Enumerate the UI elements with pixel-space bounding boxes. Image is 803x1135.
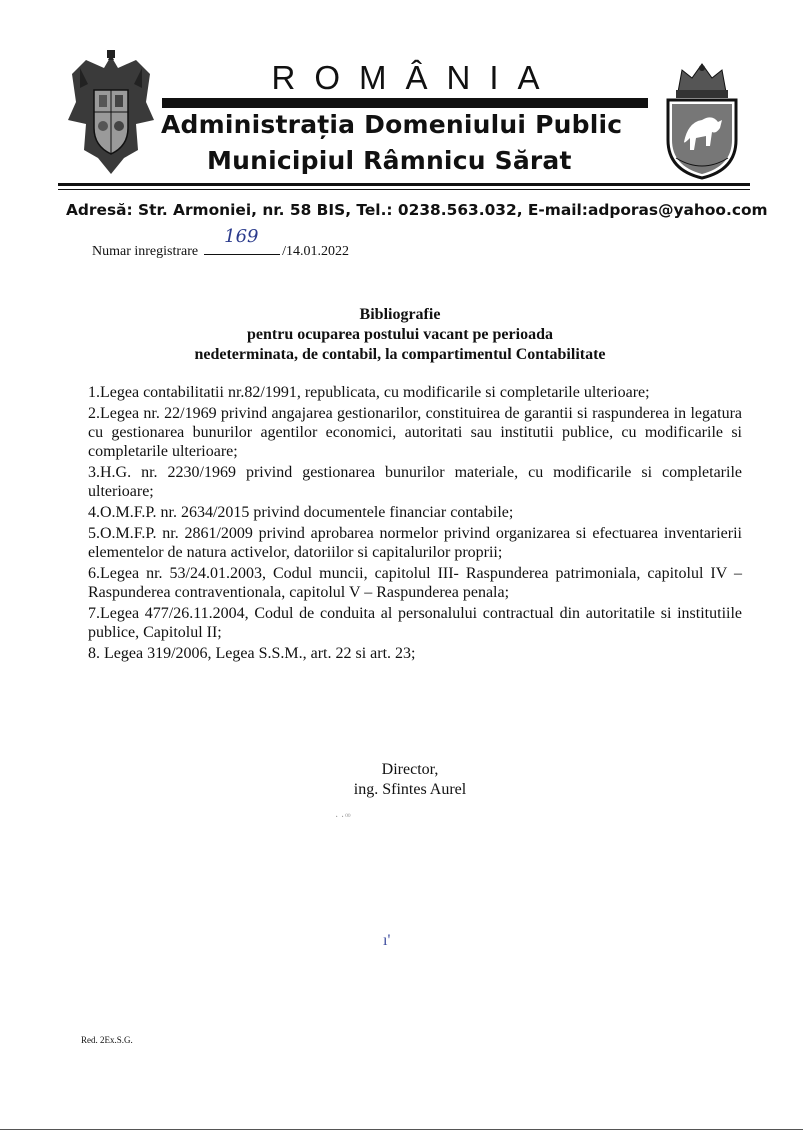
redactor-note: Red. 2Ex.S.G. <box>81 1035 133 1045</box>
list-item: 2.Legea nr. 22/1969 privind angajarea gestionarilor, constituirea de garantii si raspunderea in legatura cu gestionarea bunurilor agentilor economici, autoritati sau institutii publice, cu modificarile si completarile ulterioare; <box>88 405 742 460</box>
registration-line <box>92 226 350 260</box>
country-name: ROMÂNIA <box>271 59 559 96</box>
document-title <box>100 305 700 365</box>
municipal-emblem-logo <box>662 62 742 180</box>
stamp-fragment: · · ͦ ͦ <box>335 812 350 823</box>
organization-name: Administrația Domeniului Public <box>161 110 623 139</box>
page-edge-line <box>0 1129 803 1130</box>
title-line-1: Bibliografie <box>359 306 441 323</box>
list-item: 7.Legea 477/26.11.2004, Codul de conduita al personalului contractual din autoritatile si institutiile publice, Capitolul II; <box>88 605 742 641</box>
list-item: 3.H.G. nr. 2230/1969 privind gestionarea bunurilor materiale, cu modificarile si completarile ulterioare; <box>88 464 742 500</box>
contact-address: Adresă: Str. Armoniei, nr. 58 BIS, Tel.: 0238.563.032, E-mail:adporas@yahoo.com <box>66 201 768 219</box>
handwritten-number: 169 <box>224 226 259 247</box>
list-item: 6.Legea nr. 53/24.01.2003, Codul muncii, capitolul III- Raspunderea patrimoniala, capitolul IV – Raspunderea contraventionala, capitolul V – Raspunderea penala; <box>88 565 742 601</box>
signature-block <box>250 760 570 800</box>
list-item: 8. Legea 319/2006, Legea S.S.M., art. 22 si art. 23; <box>88 645 416 662</box>
title-line-3: nedeterminata, de contabil, la compartimentul Contabilitate <box>194 346 606 363</box>
registration-label: Numar inregistrare <box>92 244 199 259</box>
municipality-name: Municipiul Râmnicu Sărat <box>207 146 572 175</box>
bibliography-list <box>88 383 742 665</box>
header-rule-thin <box>58 189 750 190</box>
list-item: 1.Legea contabilitatii nr.82/1991, republicata, cu modificarile si completarile ulterioare; <box>88 384 650 401</box>
list-item: 5.O.M.F.P. nr. 2861/2009 privind aprobarea normelor privind organizarea si efectuarea inventarierii elementelor de natura activelor, datoriilor si capitalurilor proprii; <box>88 525 742 561</box>
signature-name: ing. Sfintes Aurel <box>353 781 467 798</box>
title-line-2: pentru ocuparea postului vacant pe perioada <box>247 326 553 343</box>
coat-of-arms-logo <box>66 50 156 178</box>
list-item: 4.O.M.F.P. nr. 2634/2015 privind documentele financiar contabile; <box>88 504 514 521</box>
registration-number-field <box>204 226 280 255</box>
signature-role: Director, <box>381 761 439 778</box>
header-rule <box>58 183 750 186</box>
header-bar <box>162 98 648 108</box>
pen-mark: ı' <box>383 932 391 949</box>
registration-date: /14.01.2022 <box>282 244 350 259</box>
